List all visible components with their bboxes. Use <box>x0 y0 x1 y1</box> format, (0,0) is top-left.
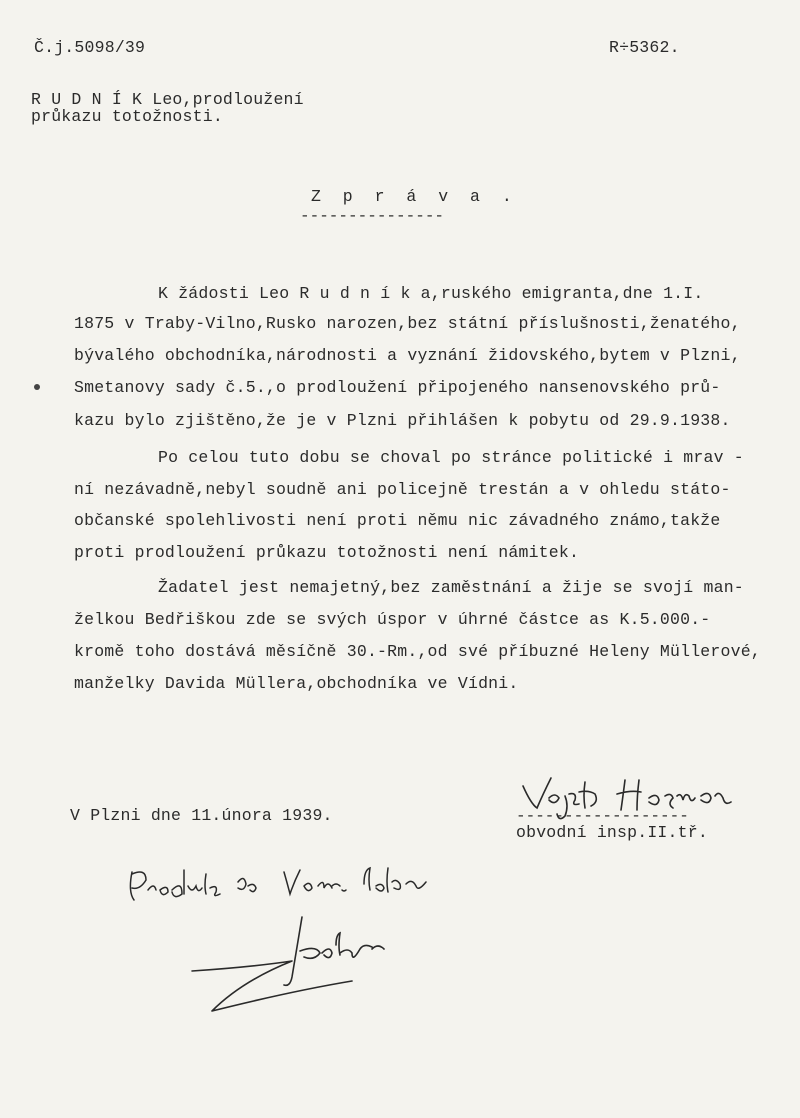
body-line-7: ní nezávadně,nebyl soudně ani policejně trestán a v ohledu státo- <box>74 480 731 499</box>
body-line-11: želkou Bedřiškou zde se svých úspor v úhrné částce as K.5.000.- <box>74 610 711 629</box>
body-line-9: proti prodloužení průkazu totožnosti není námitek. <box>74 543 580 562</box>
subject-line-2: průkazu totožnosti. <box>31 107 223 126</box>
body-line-8: občanské spolehlivosti není proti němu nic závadného známo,takže <box>74 511 721 530</box>
body-line-10: Žadatel jest nemajetný,bez zaměstnání a žije se svojí man- <box>158 578 744 597</box>
body-line-3: bývalého obchodníka,národnosti a vyznání židovského,bytem v Plzni, <box>74 346 741 365</box>
body-line-2: 1875 v Traby-Vilno,Rusko narozen,bez státní příslušnosti,ženatého, <box>74 314 741 333</box>
body-line-6: Po celou tuto dobu se choval po stránce politické i mrav - <box>158 448 744 467</box>
margin-dot <box>34 384 40 390</box>
body-line-13: manželky Davida Müllera,obchodníka ve Vídni. <box>74 674 519 693</box>
file-number: Č.j.5098/39 <box>34 38 146 57</box>
document-title: Z p r á v a . <box>311 187 518 206</box>
body-line-5: kazu bylo zjištěno,že je v Plzni přihlášen k pobytu od 29.9.1938. <box>74 411 731 430</box>
signature-line: ------------------ <box>516 807 689 825</box>
initials-signature <box>190 905 430 1015</box>
place-date: V Plzni dne 11.února 1939. <box>70 806 333 825</box>
body-line-1: K žádosti Leo R u d n í k a,ruského emigranta,dne 1.I. <box>158 284 704 303</box>
body-line-12: kromě toho dostává měsíčně 30.-Rm.,od své příbuzné Heleny Müllerové, <box>74 642 761 661</box>
body-line-4: Smetanovy sady č.5.,o prodloužení připojeného nansenovského prů- <box>74 378 721 397</box>
reference-number: R÷5362. <box>609 38 680 57</box>
signature-role: obvodní insp.II.tř. <box>516 823 708 842</box>
title-underline: --------------- <box>300 207 445 225</box>
subject-line-1: R U D N Í K Leo,prodloužení <box>31 90 304 109</box>
